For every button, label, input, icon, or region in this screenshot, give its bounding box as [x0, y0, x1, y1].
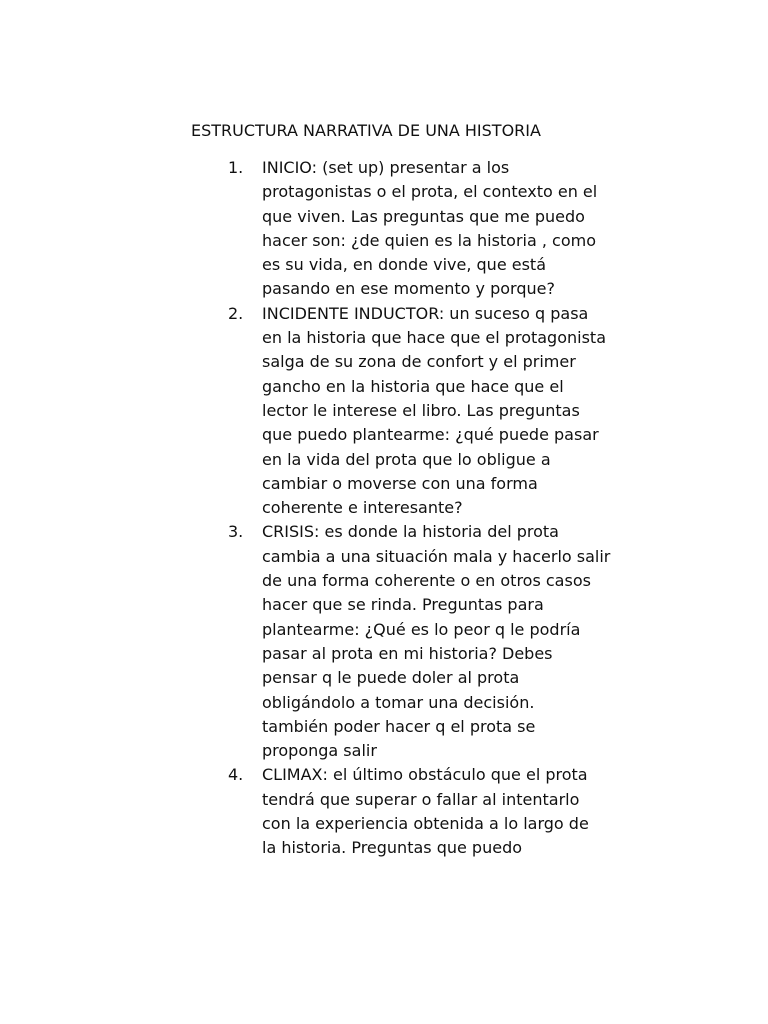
list-item-line: CLIMAX: el último obstáculo que el prota [262, 765, 588, 785]
list-item-line: hacer que se rinda. Preguntas para [262, 595, 544, 615]
document-title: ESTRUCTURA NARRATIVA DE UNA HISTORIA [191, 121, 541, 140]
list-item-line: que viven. Las preguntas que me puedo [262, 206, 585, 226]
list-item [228, 302, 638, 521]
list-item-number: 2. [228, 303, 244, 323]
list-item-line: cambia a una situación mala y hacerlo salir [262, 546, 611, 566]
list-item [228, 763, 638, 860]
list-item-number: 1. [228, 158, 244, 177]
list-item-line: hacer son: ¿de quien es la historia , como [262, 230, 597, 250]
list-item-line: en la historia que hace que el protagonista [262, 328, 606, 348]
list-item-line: protagonistas o el prota, el contexto en el [262, 182, 598, 202]
list-item-line: INICIO: (set up) presentar a los [262, 158, 510, 177]
list-item-line: plantearme: ¿Qué es lo peor q le podría [262, 619, 581, 639]
list-item-line: obligándolo a tomar una decisión. [262, 692, 535, 712]
list-item-line: coherente e interesante? [262, 498, 463, 518]
list-item-line: proponga salir [262, 741, 377, 761]
list-item-line: es su vida, en donde vive, que está [262, 255, 546, 275]
list-item-number: 3. [228, 522, 244, 542]
list-item-line: pasando en ese momento y porque? [262, 279, 555, 299]
list-item-line: CRISIS: es donde la historia del prota [262, 522, 559, 542]
list-item [228, 520, 638, 763]
list-item-line: tendrá que superar o fallar al intentarlo [262, 789, 580, 809]
list-item-line: gancho en la historia que hace que el [262, 376, 564, 396]
list-item-line: con la experiencia obtenida a lo largo de [262, 814, 589, 834]
list-item-line: pensar q le puede doler al prota [262, 668, 520, 688]
list-item-line: pasar al prota en mi historia? Debes [262, 643, 553, 663]
list-item-line: de una forma coherente o en otros casos [262, 571, 591, 591]
list-item-line: cambiar o moverse con una forma [262, 473, 538, 493]
list-item-number: 4. [228, 765, 244, 785]
list-item [228, 156, 638, 302]
list-item-line: en la vida del prota que lo obligue a [262, 449, 551, 469]
list-item-line: la historia. Preguntas que puedo [262, 838, 523, 858]
list-item-line: salga de su zona de confort y el primer [262, 352, 576, 372]
list-item-line: INCIDENTE INDUCTOR: un suceso q pasa [262, 303, 589, 323]
numbered-list [228, 156, 638, 861]
list-item-line: también poder hacer q el prota se [262, 716, 536, 736]
list-item-line: lector le interese el libro. Las preguntas [262, 400, 580, 420]
list-item-line: que puedo plantearme: ¿qué puede pasar [262, 425, 599, 445]
